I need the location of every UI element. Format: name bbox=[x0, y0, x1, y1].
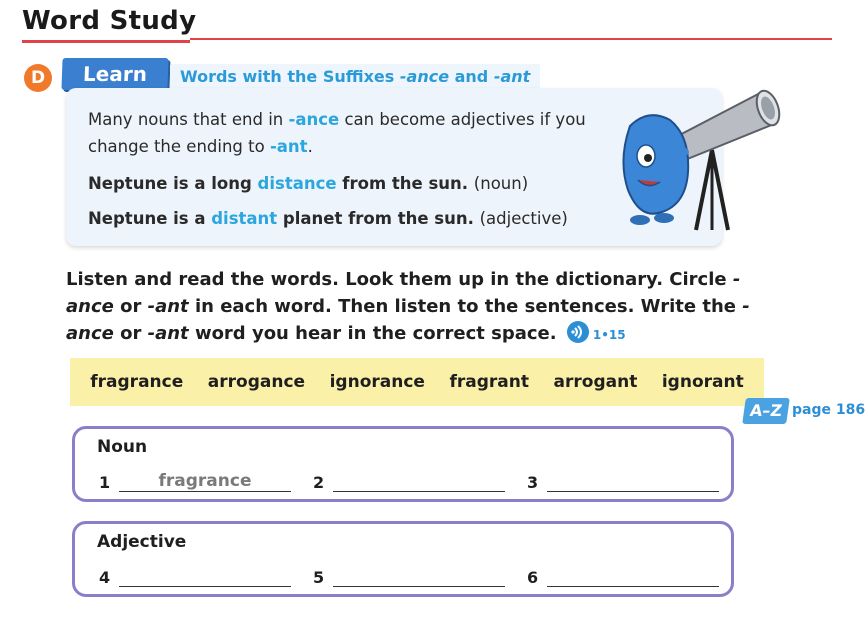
answer-text: fragrance bbox=[158, 471, 252, 491]
learn-tab: Learn bbox=[61, 58, 168, 90]
learn-rule-line-2: change the ending to -ant. bbox=[88, 137, 313, 156]
slot-number: 4 bbox=[99, 568, 111, 587]
slot-number: 2 bbox=[313, 473, 325, 492]
example-noun: Neptune is a long distance from the sun. (noun) bbox=[88, 174, 529, 193]
word-bank-item: arrogance bbox=[207, 372, 306, 392]
answer-line[interactable] bbox=[547, 491, 719, 492]
adjective-box bbox=[72, 521, 734, 597]
audio-track-code: 1•15 bbox=[592, 328, 626, 342]
learn-rule-line-1: Many nouns that end in -ance can become adjectives if you bbox=[88, 110, 586, 129]
answer-line[interactable] bbox=[333, 491, 505, 492]
noun-box bbox=[72, 426, 734, 502]
slot-number: 6 bbox=[527, 568, 539, 587]
noun-box-title: Noun bbox=[97, 437, 148, 457]
word-bank-item: fragrant bbox=[449, 372, 529, 392]
title-rule bbox=[190, 38, 832, 40]
word-bank-item: fragrance bbox=[90, 372, 184, 392]
answer-line[interactable] bbox=[119, 586, 291, 587]
adjective-box-title: Adjective bbox=[97, 532, 187, 552]
dictionary-az-icon: A–Z bbox=[742, 398, 790, 424]
answer-line[interactable] bbox=[333, 586, 505, 587]
word-bank-item: ignorant bbox=[661, 372, 744, 392]
instructions: Listen and read the words. Look them up in the dictionary. Circle -ance or -ant in each word. Then listen to the sentences. Write the -ance or -ant word you hear in the correct space. 1•15 bbox=[66, 269, 750, 344]
audio-play-icon[interactable] bbox=[567, 321, 589, 343]
learn-subtitle: Words with the Suffixes -ance and -ant bbox=[170, 64, 540, 90]
section-badge: D bbox=[24, 64, 52, 92]
title-underline bbox=[22, 40, 190, 43]
page-title: Word Study bbox=[22, 6, 197, 36]
word-bank-item: arrogant bbox=[553, 372, 638, 392]
answer-line[interactable] bbox=[547, 586, 719, 587]
word-bank-item: ignorance bbox=[329, 372, 425, 392]
word-bank bbox=[70, 358, 764, 406]
example-adjective: Neptune is a distant planet from the sun. (adjective) bbox=[88, 209, 568, 228]
slot-number: 1 bbox=[99, 473, 111, 492]
mascot-telescope-illustration bbox=[600, 80, 786, 232]
dictionary-page-ref[interactable]: page 186 bbox=[792, 402, 866, 418]
answer-line[interactable] bbox=[119, 491, 291, 492]
slot-number: 3 bbox=[527, 473, 539, 492]
slot-number: 5 bbox=[313, 568, 325, 587]
